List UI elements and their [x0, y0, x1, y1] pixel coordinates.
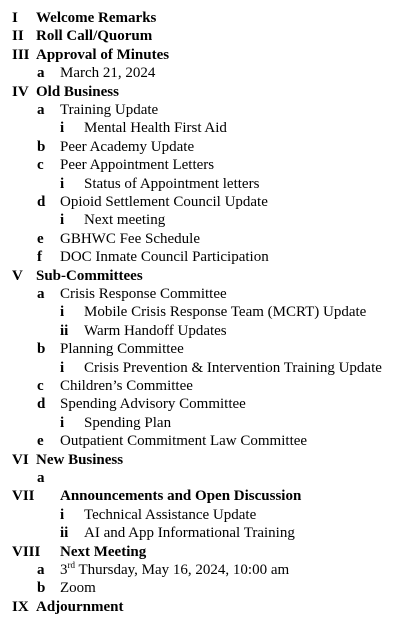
agenda-item-text: Spending Advisory Committee	[60, 396, 246, 413]
agenda-item-number: a	[37, 65, 45, 82]
agenda-item-number: c	[37, 378, 44, 394]
agenda-item-text: Adjournment	[36, 598, 124, 615]
agenda-item-text: Status of Appointment letters	[84, 175, 260, 192]
agenda-item-text: New Business	[36, 451, 124, 468]
ordinal-suffix: rd	[67, 560, 75, 570]
ordinal-number: 3	[60, 562, 68, 578]
agenda-item-text	[60, 561, 289, 579]
agenda-item-text: Opioid Settlement Council Update	[60, 194, 268, 210]
agenda-item-number: e	[37, 230, 44, 247]
agenda-item-number: c	[37, 157, 44, 174]
agenda-item-text: Outpatient Commitment Law Committee	[60, 433, 308, 450]
agenda-item-number: d	[37, 194, 46, 210]
agenda-item-number: b	[37, 580, 46, 597]
agenda-item-text: DOC Inmate Council Participation	[60, 249, 269, 266]
agenda-item-text: Technical Assistance Update	[84, 506, 257, 523]
agenda-item-text: Mobile Crisis Response Team (MCRT) Update	[84, 304, 367, 321]
agenda-item-text: AI and App Informational Training	[84, 525, 295, 542]
agenda-item-number: e	[37, 433, 44, 450]
agenda-item-number: i	[60, 414, 65, 431]
agenda-item-text: Planning Committee	[60, 341, 184, 358]
agenda-item-number: i	[60, 506, 65, 523]
agenda-item-text: Next meeting	[84, 212, 166, 229]
agenda-item-number: IX	[12, 598, 29, 615]
agenda-item-number: I	[12, 10, 18, 26]
agenda-item-number: b	[37, 138, 46, 155]
agenda-item-text: Crisis Response Committee	[60, 286, 227, 302]
agenda-item-number: i	[60, 212, 65, 229]
agenda-item-text: Old Business	[36, 83, 119, 100]
agenda-item-number: i	[60, 304, 65, 321]
agenda-item-text: Next Meeting	[60, 543, 147, 560]
agenda-item-number: VI	[12, 451, 29, 468]
agenda-item-number: IV	[12, 83, 29, 100]
agenda-item-number: i	[60, 359, 65, 376]
agenda-item-number: a	[37, 470, 45, 486]
agenda-item-text: Children’s Committee	[60, 378, 193, 394]
agenda-item-number: a	[37, 562, 45, 578]
agenda-item-text: Peer Academy Update	[60, 138, 195, 155]
agenda-item-number: ii	[60, 322, 69, 339]
agenda-item-text: GBHWC Fee Schedule	[60, 230, 200, 247]
agenda-item-number: f	[37, 249, 42, 266]
agenda-item-text: Sub-Committees	[36, 267, 143, 284]
agenda-item-number: ii	[60, 525, 69, 542]
agenda-item-text: Welcome Remarks	[36, 10, 157, 26]
agenda-item-text-rest: Thursday, May 16, 2024, 10:00 am	[75, 562, 290, 578]
agenda-item-number: V	[12, 267, 23, 284]
agenda-item-number: i	[60, 120, 65, 137]
agenda-item-text: Approval of Minutes	[36, 46, 170, 63]
agenda-item-text: Zoom	[60, 580, 96, 597]
agenda-item-text: Warm Handoff Updates	[84, 322, 227, 339]
agenda-item-number: II	[12, 28, 24, 45]
agenda-item-number: i	[60, 175, 65, 192]
agenda-item-text: Mental Health First Aid	[84, 120, 227, 137]
agenda-item-number: a	[37, 286, 45, 302]
agenda-item-text: Training Update	[60, 102, 159, 118]
agenda-item-text: Roll Call/Quorum	[36, 28, 153, 45]
agenda-item-number: a	[37, 102, 45, 118]
agenda-item-number: VII	[12, 488, 35, 505]
agenda-item-number: b	[37, 341, 46, 358]
agenda-item-text: Spending Plan	[84, 414, 172, 431]
agenda-item-text: March 21, 2024	[60, 65, 156, 82]
agenda-item-number: d	[37, 396, 46, 413]
agenda-item-text: Announcements and Open Discussion	[60, 488, 302, 505]
agenda-item-text: Crisis Prevention & Intervention Training Update	[84, 359, 382, 376]
agenda-item-number: III	[12, 46, 30, 63]
agenda-item-text: Peer Appointment Letters	[60, 157, 215, 174]
agenda-item-number: VIII	[12, 543, 41, 560]
